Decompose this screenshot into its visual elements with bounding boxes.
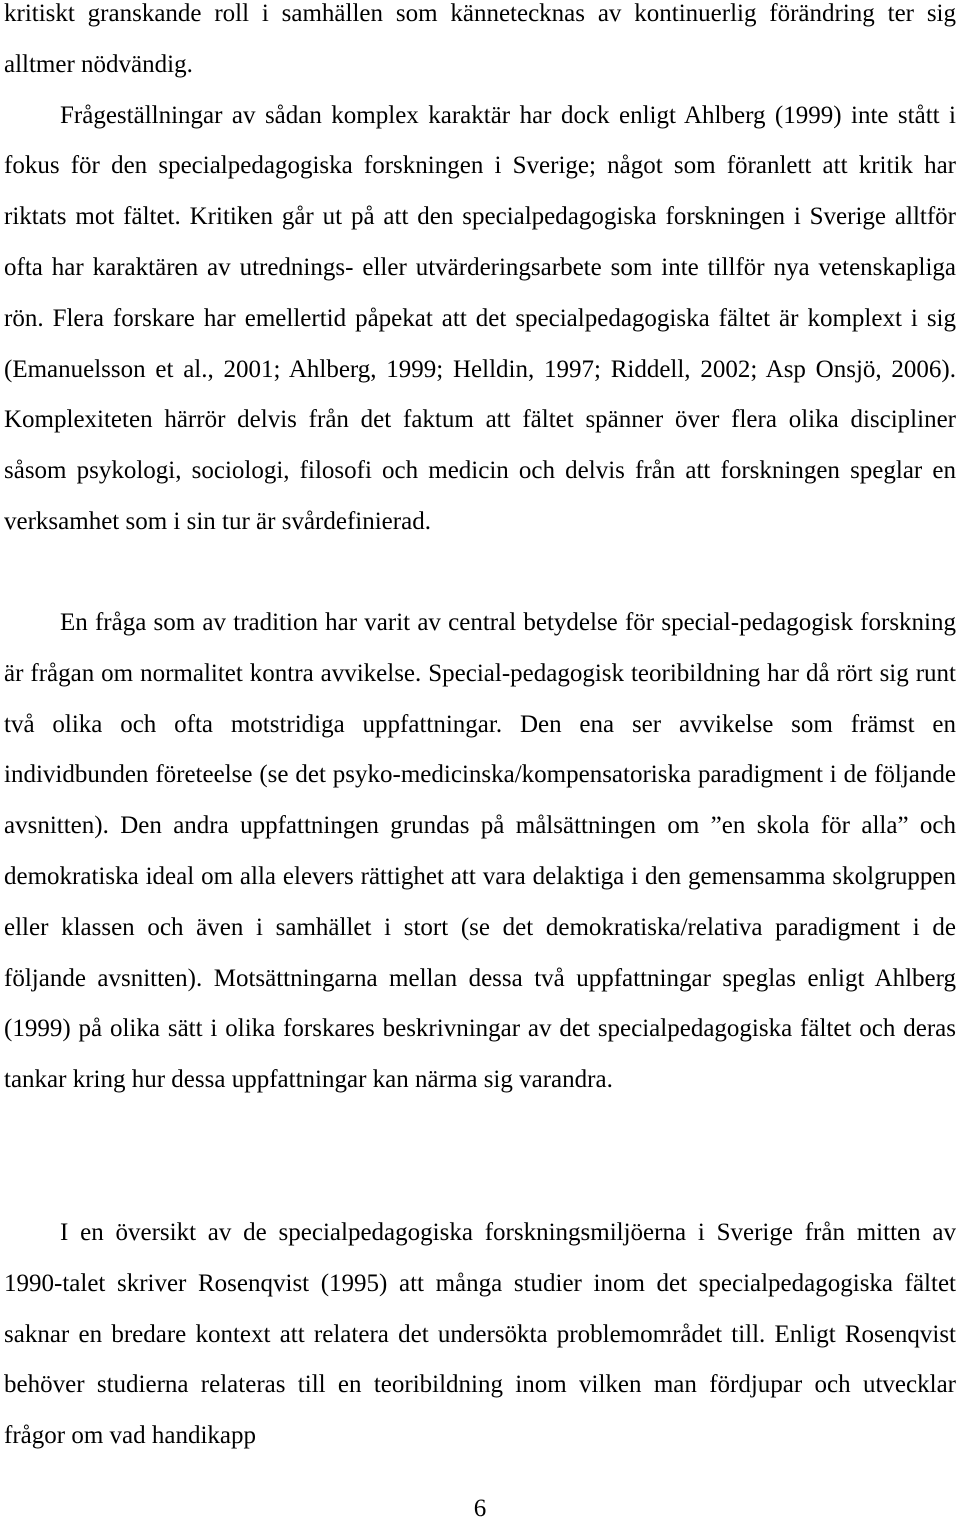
paragraph-0-text: kritiskt granskande roll i samhällen som kännetecknas av kontinuerlig förändring ter sig alltmer nödvändig. [4,0,956,78]
paragraph-continuation [4,0,956,548]
paragraph-1-text: Frågeställningar av sådan komplex karaktär har dock enligt Ahlberg (1999) inte stått i fokus för den specialpedagogiska forskningen i Sverige; något som föranlett att kritik har riktats mot fältet. Kritiken går ut på att den specialpedagogiska forskningen i Sverige alltför ofta har karaktären av utrednings- eller utvärderingsarbete som inte tillför nya vetenskapliga rön. Flera forskare har emellertid påpekat att det specialpedagogiska fältet är komplext i sig (Emanuelsson et al., 2001; Ahlberg, 1999; Helldin, 1997; Riddell, 2002; Asp Onsjö, 2006). Komplexiteten härrör delvis från det faktum att fältet spänner över flera olika discipliner såsom psykologi, sociologi, filosofi och medicin och delvis från att forskningen speglar en verksamhet som i sin tur är svårdefinierad. [4,101,956,535]
paragraph-overview: I en översikt av de specialpedagogiska forskningsmiljöerna i Sverige från mitten av 1990-talet skriver Rosenqvist (1995) att många studier inom det specialpedagogiska fältet saknar en bredare kontext att relatera det undersökta problemområdet till. Enligt Rosenqvist behöver studierna relateras till en teoribildning inom vilken man fördjupar och utvecklar frågor om vad handikapp [4,1219,956,1450]
paragraph-normality: En fråga som av tradition har varit av central betydelse för special-pedagogisk forskning är frågan om normalitet kontra avvikelse. Special-pedagogisk teoribildning har då rört sig runt två olika och ofta motstridiga uppfattningar. Den ena ser avvikelse som främst en individbunden företeelse (se det psyko-medicinska/kompensatoriska paradigment i de följande avsnitten). Den andra uppfattningen grundas på målsättningen om ”en skola för alla” och demokratiska ideal om alla elevers rättighet att vara delaktiga i den gemensamma skolgruppen eller klassen och även i samhället i stort (se det demokratiska/relativa paradigment i de följande avsnitten). Motsättningarna mellan dessa två uppfattningar speglas enligt Ahlberg (1999) på olika sätt i olika forskares beskrivningar av det specialpedagogiska fältet och deras tankar kring hur dessa uppfattningar kan närma sig varandra. [4,609,956,1094]
page-number: 6 [473,1495,487,1522]
